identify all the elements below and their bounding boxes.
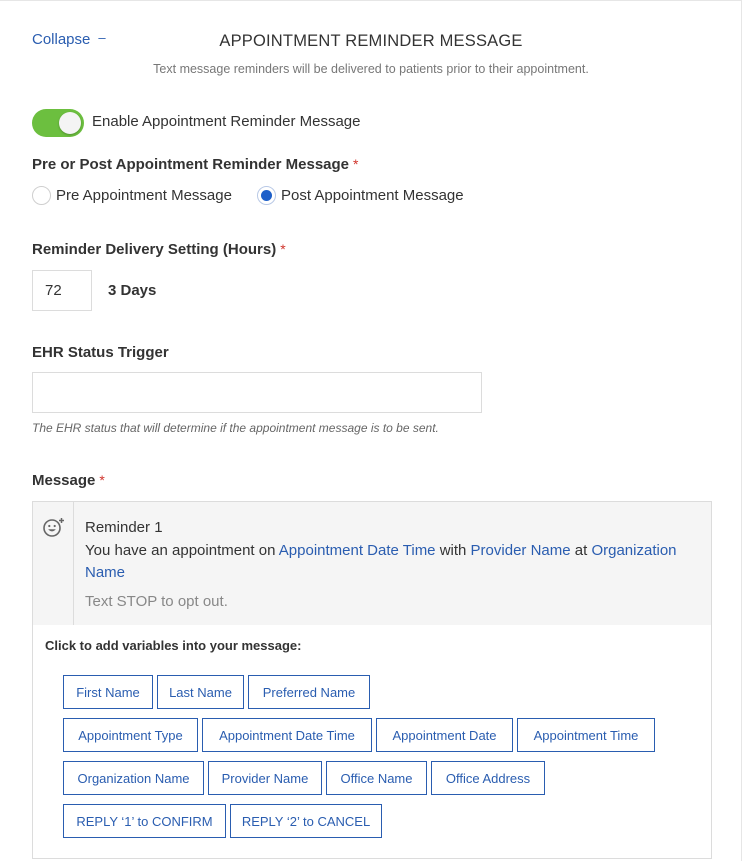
message-editor[interactable] (32, 501, 712, 626)
ehr-status-input[interactable] (32, 372, 482, 413)
ehr-help-text: The EHR status that will determine if the appointment message is to be sent. (32, 421, 439, 435)
page-subtitle: Text message reminders will be delivered to patients prior to their appointment. (153, 62, 589, 76)
message-line-1: Reminder 1 (85, 519, 163, 536)
chip-reply-cancel[interactable]: REPLY ‘2’ to CANCEL (230, 804, 382, 838)
enable-reminder-label: Enable Appointment Reminder Message (92, 113, 361, 130)
variable-appointment-date-time[interactable]: Appointment Date Time (278, 541, 436, 559)
chip-organization-name[interactable]: Organization Name (63, 761, 204, 795)
collapse-icon[interactable]: – (98, 30, 106, 45)
emoji-column (33, 502, 74, 625)
required-marker: * (353, 156, 359, 172)
message-body[interactable] (85, 517, 695, 585)
radio-post-control[interactable] (257, 186, 276, 205)
chip-first-name[interactable]: First Name (63, 675, 153, 709)
chip-appointment-type[interactable]: Appointment Type (63, 718, 198, 752)
message-label (32, 472, 105, 489)
chip-appointment-date-time[interactable]: Appointment Date Time (202, 718, 372, 752)
variables-label: Click to add variables into your message: (45, 638, 302, 653)
chip-appointment-date[interactable]: Appointment Date (376, 718, 513, 752)
delivery-label-text: Reminder Delivery Setting (Hours) (32, 241, 277, 258)
variable-provider-name[interactable]: Provider Name (470, 541, 571, 559)
radio-pre-control[interactable] (32, 186, 51, 205)
radio-pre-label[interactable]: Pre Appointment Message (56, 187, 232, 204)
chip-preferred-name[interactable]: Preferred Name (248, 675, 370, 709)
chip-office-address[interactable]: Office Address (431, 761, 545, 795)
optout-text: Text STOP to opt out. (85, 593, 228, 610)
variable-organization-name[interactable]: Organization Name (85, 541, 677, 581)
radio-post[interactable] (257, 186, 464, 205)
chip-last-name[interactable]: Last Name (157, 675, 244, 709)
toggle-knob[interactable] (59, 112, 81, 134)
page-title: APPOINTMENT REMINDER MESSAGE (219, 32, 523, 50)
chip-office-name[interactable]: Office Name (326, 761, 427, 795)
variables-panel (32, 625, 712, 859)
radio-post-label[interactable]: Post Appointment Message (281, 187, 464, 204)
message-text-b: with (435, 541, 471, 559)
timing-label (32, 156, 358, 173)
radio-pre[interactable] (32, 186, 232, 205)
message-label-text: Message (32, 472, 96, 489)
required-marker: * (280, 241, 286, 257)
hours-input[interactable] (32, 270, 92, 311)
chip-provider-name[interactable]: Provider Name (208, 761, 322, 795)
chip-appointment-time[interactable]: Appointment Time (517, 718, 655, 752)
ehr-label: EHR Status Trigger (32, 344, 169, 361)
emoji-add-icon[interactable] (42, 516, 66, 538)
timing-label-text: Pre or Post Appointment Reminder Message (32, 156, 350, 173)
chip-reply-confirm[interactable]: REPLY ‘1’ to CONFIRM (63, 804, 226, 838)
message-text-a: You have an appointment on (85, 541, 279, 559)
required-marker: * (99, 472, 105, 488)
hours-days-text: 3 Days (108, 282, 157, 299)
message-line-2 (85, 540, 695, 585)
message-text-c: at (570, 541, 592, 559)
delivery-label (32, 241, 286, 258)
enable-reminder-toggle[interactable] (32, 109, 84, 137)
collapse-label[interactable]: Collapse (32, 31, 91, 48)
